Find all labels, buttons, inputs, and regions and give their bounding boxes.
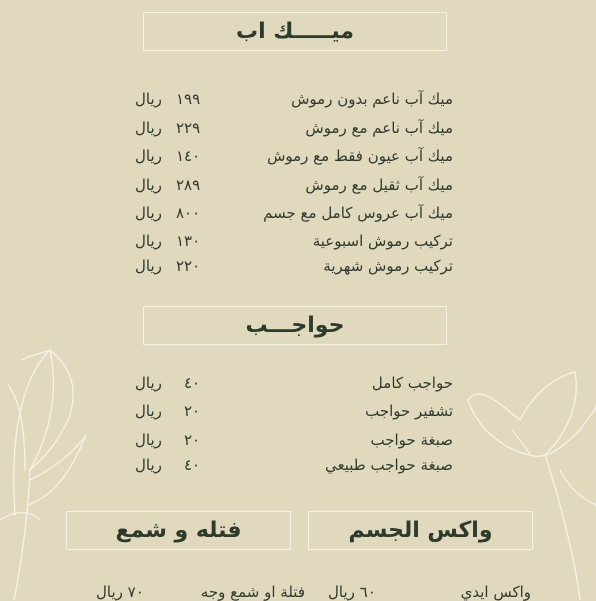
item-unit: ريال: [135, 90, 162, 108]
item-price: ٢٢٠: [176, 257, 201, 275]
item-unit: ريال: [135, 456, 162, 474]
item-name: ميك آب ناعم مع رموش: [305, 119, 453, 137]
brows-title-box: [143, 306, 447, 345]
list-item: [0, 145, 596, 167]
item-name: تركيب رموش اسبوعية: [312, 232, 453, 250]
item-unit: ريال: [135, 204, 162, 222]
item-unit: ريال: [135, 431, 162, 449]
thread-wax-title: فتله و شمع: [115, 518, 242, 543]
item-name: صبغة حواجب طبيعي: [325, 456, 453, 474]
item-name: ميك آب عيون فقط مع رموش: [267, 147, 453, 165]
body-wax-title-box: [308, 511, 533, 550]
item-unit: ريال: [135, 119, 162, 137]
list-item: [0, 454, 596, 476]
body-wax-title: واكس الجسم: [348, 518, 493, 543]
list-item: [0, 230, 596, 252]
item-unit: ريال: [135, 374, 162, 392]
thread-wax-first-item: فتلة او شمع وجه: [200, 583, 305, 601]
item-price: ٢٠: [184, 431, 201, 449]
item-unit: ريال: [135, 147, 162, 165]
list-item: [0, 429, 596, 451]
item-price: ٨٠٠: [176, 204, 201, 222]
body-wax-first-price: ٦٠ ريال: [328, 583, 376, 601]
makeup-title-box: [143, 12, 447, 51]
item-unit: ريال: [135, 232, 162, 250]
item-price: ٢٨٩: [176, 176, 201, 194]
list-item: [0, 202, 596, 224]
item-price: ٤٠: [184, 374, 201, 392]
item-name: ميك آب ثقيل مع رموش: [305, 176, 453, 194]
item-name: ميك آب عروس كامل مع جسم: [263, 204, 453, 222]
brows-title: حواجـــب: [245, 313, 345, 338]
item-price: ٢٢٩: [176, 119, 201, 137]
thread-wax-title-box: [66, 511, 291, 550]
item-name: صبغة حواجب: [370, 431, 453, 449]
list-item: [0, 400, 596, 422]
item-price: ١٤٠: [176, 147, 201, 165]
item-name: تشفير حواجب: [365, 402, 453, 420]
body-wax-first-item: واكس ايدي: [460, 583, 531, 601]
item-price: ١٩٩: [176, 90, 201, 108]
item-name: ميك آب ناعم بدون رموش: [291, 90, 453, 108]
list-item: [0, 174, 596, 196]
list-item: [0, 88, 596, 110]
thread-wax-first-price: ٧٠ ريال: [96, 583, 144, 601]
item-unit: ريال: [135, 176, 162, 194]
item-name: حواجب كامل: [371, 374, 453, 392]
item-unit: ريال: [135, 257, 162, 275]
list-item: [0, 372, 596, 394]
list-item: [0, 255, 596, 277]
item-unit: ريال: [135, 402, 162, 420]
item-name: تركيب رموش شهرية: [323, 257, 453, 275]
item-price: ٢٠: [184, 402, 201, 420]
item-price: ١٣٠: [176, 232, 201, 250]
makeup-title: ميـــــك اب: [236, 19, 354, 44]
list-item: [0, 117, 596, 139]
item-price: ٤٠: [184, 456, 201, 474]
